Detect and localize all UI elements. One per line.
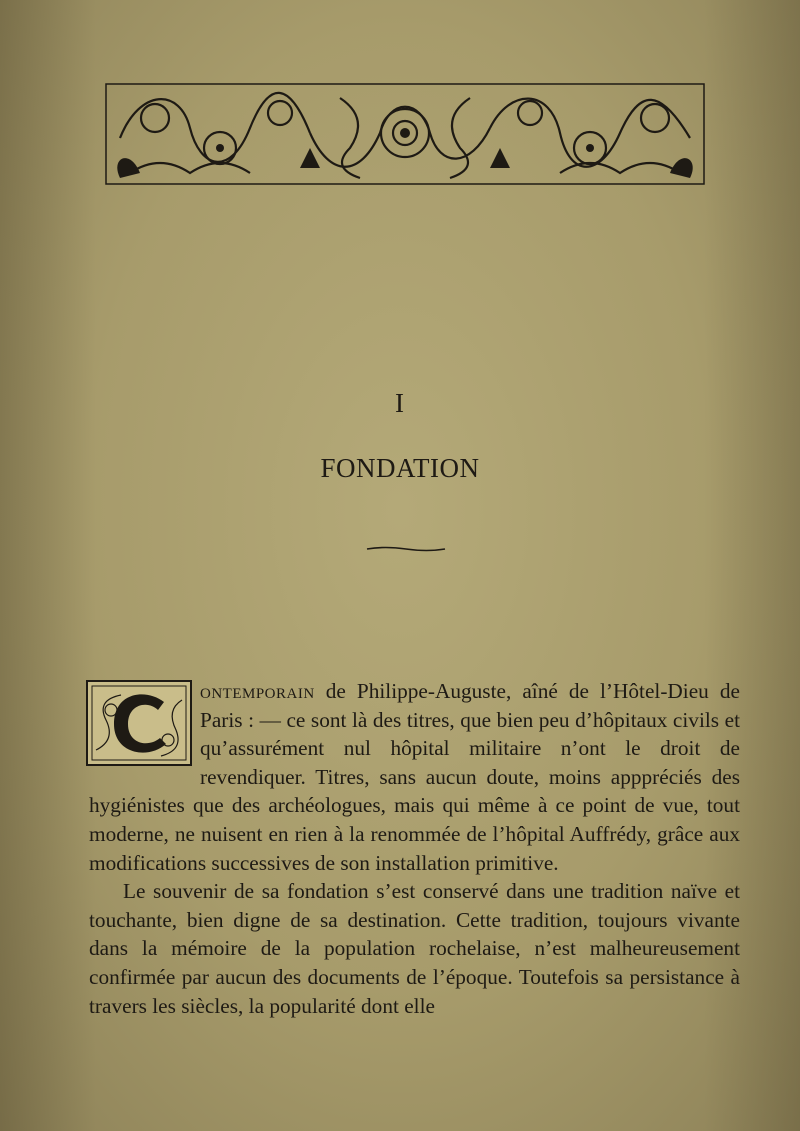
paragraph-1-text: de Philippe-Auguste, aîné de l’Hôtel-Dieu de Paris : — ce sont là des titres, que bien peu d’hôpitaux civils et qu’assurément nul hôpital militaire n’ont le droit de revendiquer. Titres, sans aucun doute, moins apppréciés des hygiénistes que des archéologues, mais qui même à ce point de vue, tout moderne, ne nuisent en rien à la renommée de l’hôpital Auffrédy, grâce aux modifications successives de son installation primitive. [89, 679, 740, 875]
title-rule-divider [365, 545, 447, 553]
floral-headband-ornament-icon [100, 78, 710, 190]
decorated-initial-c-icon [86, 680, 192, 766]
chapter-body [89, 677, 740, 1020]
paragraph-2: Le souvenir de sa fondation s’est conservé dans une tradition naïve et touchante, bien digne de sa destination. Cette tradition, toujours vivante dans la mémoire de la population rochelaise, n’est malheureusement confirmée par aucun des documents de l’époque. Toutefois sa persistance à travers les siècles, la popularité dont elle [89, 879, 740, 1018]
chapter-number: I [395, 388, 405, 418]
lead-small-caps: ontemporain [200, 679, 315, 703]
chapter-title: FONDATION [320, 453, 480, 483]
